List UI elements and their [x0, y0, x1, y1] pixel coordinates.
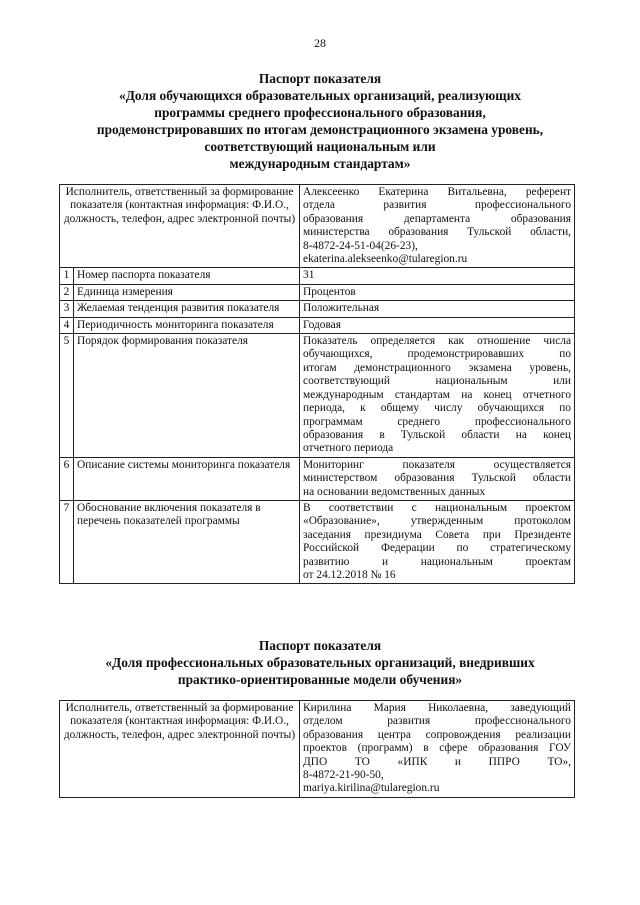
value-line: Алексеенко Екатерина Витальевна, референт — [303, 186, 572, 198]
table-row — [60, 500, 575, 583]
value-line: В соответствии с национальным проектом — [303, 501, 572, 514]
value-line: Годовая — [303, 318, 341, 331]
passport-1-title-name-line: международным стандартам» — [229, 156, 411, 171]
value-line: образования департамента образования — [303, 212, 572, 225]
value-line: отделом развития профессионального — [303, 715, 572, 728]
passport-1-title — [40, 70, 600, 172]
executor-row — [60, 701, 575, 798]
row-number: 2 — [60, 284, 74, 300]
value-line: Показатель определяется как отношение числа — [303, 335, 572, 348]
row-value — [300, 317, 575, 333]
value-line: на основании ведомственных данных — [303, 485, 486, 498]
row-value — [300, 268, 575, 284]
value-line: Кирилина Мария Николаевна, заведующий — [303, 702, 572, 714]
value-line: Процентов — [303, 285, 356, 298]
executor-label: Исполнитель, ответственный за формирование показателя (контактная информация: Ф.И.О., должность, телефон, адрес электронной почты) — [60, 185, 300, 268]
table-row — [60, 268, 575, 284]
value-line: отчетного периода — [303, 442, 394, 455]
value-line: отдела развития профессионального — [303, 199, 572, 212]
value-line: mariya.kirilina@tularegion.ru — [303, 782, 440, 795]
value-line: Мониторинг показателя осуществляется — [303, 458, 572, 471]
page-number: 28 — [314, 36, 326, 50]
row-label: Обоснование включения показателя в перечень показателей программы — [74, 500, 300, 583]
value-line: обучающихся, продемонстрировавших по — [303, 348, 572, 361]
row-label: Номер паспорта показателя — [74, 268, 300, 284]
row-number: 6 — [60, 457, 74, 500]
value-line: от 24.12.2018 № 16 — [303, 568, 396, 581]
row-value — [300, 301, 575, 317]
value-line: проектов (программ) в сфере образования ГОУ — [303, 742, 572, 755]
passport-2-table — [59, 700, 575, 798]
row-number: 1 — [60, 268, 74, 284]
row-label: Описание системы мониторинга показателя — [74, 457, 300, 500]
passport-1-title-name-line: соответствующий национальным или — [204, 139, 436, 154]
row-value — [300, 334, 575, 458]
executor-row — [60, 185, 575, 268]
value-line: развитию и национальным проектам — [303, 555, 572, 568]
value-line: Положительная — [303, 302, 380, 315]
row-value — [300, 457, 575, 500]
passport-2-title-name-line: «Доля профессиональных образовательных организаций, внедривших — [105, 655, 535, 670]
row-label: Единица измерения — [74, 284, 300, 300]
passport-2-title — [40, 637, 600, 688]
value-line: министерством образования Тульской области — [303, 472, 572, 485]
value-line: министерства образования Тульской области, — [303, 226, 572, 239]
passport-1-table — [59, 184, 575, 584]
value-line: ekaterina.alekseenko@tularegion.ru — [303, 253, 468, 266]
table-row — [60, 301, 575, 317]
row-number: 4 — [60, 317, 74, 333]
executor-label: Исполнитель, ответственный за формирование показателя (контактная информация: Ф.И.О., должность, телефон, адрес электронной почты) — [60, 701, 300, 798]
value-line: ДПО ТО «ИПК и ППРО ТО», — [303, 755, 572, 768]
executor-value — [300, 701, 575, 798]
value-line: международным стандартам на конец отчетного — [303, 388, 572, 401]
value-line: Российской Федерации по стратегическому — [303, 542, 572, 555]
row-label: Желаемая тенденция развития показателя — [74, 301, 300, 317]
passport-1-title-heading: Паспорт показателя — [258, 71, 382, 86]
value-line: 8-4872-21-90-50, — [303, 769, 384, 782]
value-line: 31 — [303, 269, 315, 282]
value-line: периода, к общему числу обучающихся по — [303, 402, 572, 415]
table-row — [60, 317, 575, 333]
value-line: образования центра сопровождения реализации — [303, 728, 572, 741]
value-line: программам среднего профессионального — [303, 415, 572, 428]
table-row — [60, 284, 575, 300]
value-line: соответствующий национальным или — [303, 375, 572, 388]
table-row — [60, 457, 575, 500]
row-number: 5 — [60, 334, 74, 458]
passport-1-title-name-line: продемонстрировавших по итогам демонстрационного экзамена уровень, — [96, 122, 544, 137]
value-line: заседания президиума Совета при Президенте — [303, 528, 572, 541]
row-label: Порядок формирования показателя — [74, 334, 300, 458]
row-label: Периодичность мониторинга показателя — [74, 317, 300, 333]
passport-2-title-name-line: практико-ориентированные модели обучения» — [177, 672, 463, 687]
row-value — [300, 500, 575, 583]
passport-1-title-name-line: программы среднего профессионального образования, — [154, 105, 486, 120]
row-number: 3 — [60, 301, 74, 317]
table-row — [60, 334, 575, 458]
value-line: «Образование», утвержденным протоколом — [303, 515, 572, 528]
passport-1-title-name-line: «Доля обучающихся образовательных организаций, реализующих — [119, 88, 521, 103]
value-line: итогам демонстрационного экзамена уровень, — [303, 361, 572, 374]
executor-value — [300, 185, 575, 268]
row-number: 7 — [60, 500, 74, 583]
value-line: образования в Тульской области на конец — [303, 428, 572, 441]
passport-2-title-heading: Паспорт показателя — [258, 638, 382, 653]
row-value — [300, 284, 575, 300]
value-line: 8-4872-24-51-04(26-23), — [303, 239, 418, 252]
